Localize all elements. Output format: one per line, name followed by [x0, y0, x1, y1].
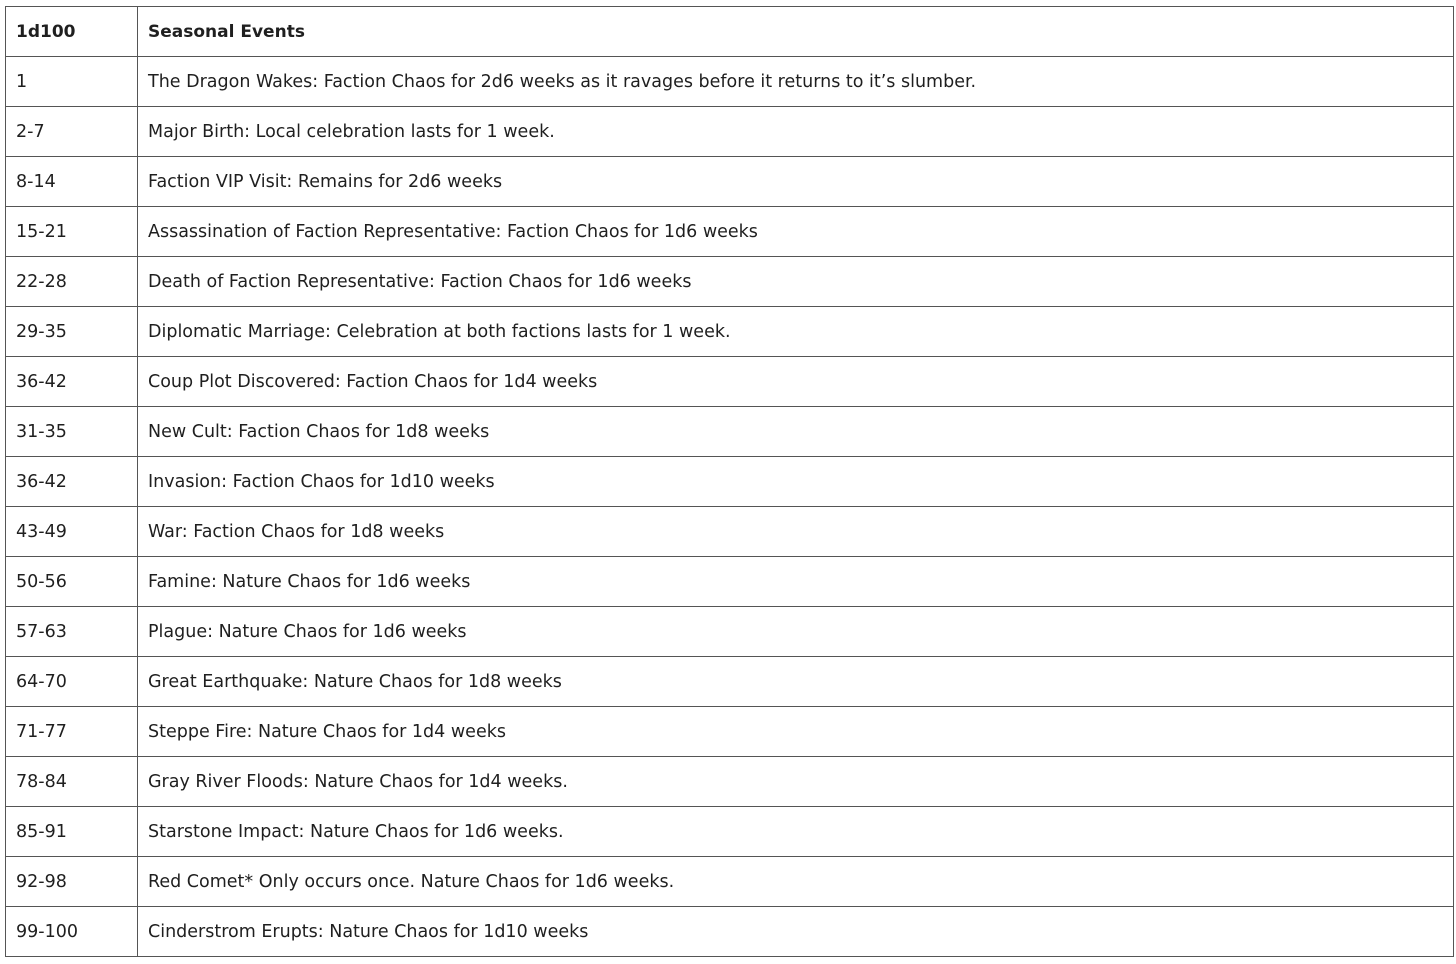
event-cell: Invasion: Faction Chaos for 1d10 weeks: [138, 457, 1454, 507]
roll-cell: 1: [6, 57, 138, 107]
table-row: [6, 107, 1454, 157]
seasonal-events-table: [5, 6, 1454, 957]
table-row: [6, 907, 1454, 957]
table-row: [6, 307, 1454, 357]
event-cell: New Cult: Faction Chaos for 1d8 weeks: [138, 407, 1454, 457]
roll-cell: 31-35: [6, 407, 138, 457]
table-row: [6, 207, 1454, 257]
header-event: Seasonal Events: [138, 7, 1454, 57]
roll-cell: 57-63: [6, 607, 138, 657]
event-cell: Coup Plot Discovered: Faction Chaos for 1d4 weeks: [138, 357, 1454, 407]
table-row: [6, 857, 1454, 907]
roll-cell: 99-100: [6, 907, 138, 957]
event-cell: Assassination of Faction Representative: Faction Chaos for 1d6 weeks: [138, 207, 1454, 257]
header-roll: 1d100: [6, 7, 138, 57]
event-cell: War: Faction Chaos for 1d8 weeks: [138, 507, 1454, 557]
table-row: [6, 157, 1454, 207]
roll-cell: 22-28: [6, 257, 138, 307]
roll-cell: 50-56: [6, 557, 138, 607]
table-row: [6, 607, 1454, 657]
event-cell: Plague: Nature Chaos for 1d6 weeks: [138, 607, 1454, 657]
event-cell: The Dragon Wakes: Faction Chaos for 2d6 weeks as it ravages before it returns to it’s slumber.: [138, 57, 1454, 107]
event-cell: Major Birth: Local celebration lasts for 1 week.: [138, 107, 1454, 157]
table-row: [6, 557, 1454, 607]
roll-cell: 29-35: [6, 307, 138, 357]
table-row: [6, 357, 1454, 407]
roll-cell: 43-49: [6, 507, 138, 557]
event-cell: Famine: Nature Chaos for 1d6 weeks: [138, 557, 1454, 607]
roll-cell: 2-7: [6, 107, 138, 157]
roll-cell: 64-70: [6, 657, 138, 707]
table-row: [6, 657, 1454, 707]
roll-cell: 15-21: [6, 207, 138, 257]
event-cell: Cinderstrom Erupts: Nature Chaos for 1d10 weeks: [138, 907, 1454, 957]
roll-cell: 36-42: [6, 457, 138, 507]
table-row: [6, 507, 1454, 557]
event-cell: Starstone Impact: Nature Chaos for 1d6 weeks.: [138, 807, 1454, 857]
event-cell: Great Earthquake: Nature Chaos for 1d8 weeks: [138, 657, 1454, 707]
event-cell: Death of Faction Representative: Faction Chaos for 1d6 weeks: [138, 257, 1454, 307]
roll-cell: 78-84: [6, 757, 138, 807]
roll-cell: 8-14: [6, 157, 138, 207]
roll-cell: 92-98: [6, 857, 138, 907]
table-header-row: [6, 7, 1454, 57]
roll-cell: 36-42: [6, 357, 138, 407]
event-cell: Diplomatic Marriage: Celebration at both factions lasts for 1 week.: [138, 307, 1454, 357]
table-row: [6, 757, 1454, 807]
seasonal-events-table-container: [5, 6, 1453, 957]
table-row: [6, 457, 1454, 507]
roll-cell: 85-91: [6, 807, 138, 857]
table-row: [6, 807, 1454, 857]
event-cell: Steppe Fire: Nature Chaos for 1d4 weeks: [138, 707, 1454, 757]
table-row: [6, 707, 1454, 757]
table-row: [6, 407, 1454, 457]
event-cell: Faction VIP Visit: Remains for 2d6 weeks: [138, 157, 1454, 207]
table-row: [6, 57, 1454, 107]
event-cell: Red Comet* Only occurs once. Nature Chaos for 1d6 weeks.: [138, 857, 1454, 907]
event-cell: Gray River Floods: Nature Chaos for 1d4 weeks.: [138, 757, 1454, 807]
table-row: [6, 257, 1454, 307]
roll-cell: 71-77: [6, 707, 138, 757]
